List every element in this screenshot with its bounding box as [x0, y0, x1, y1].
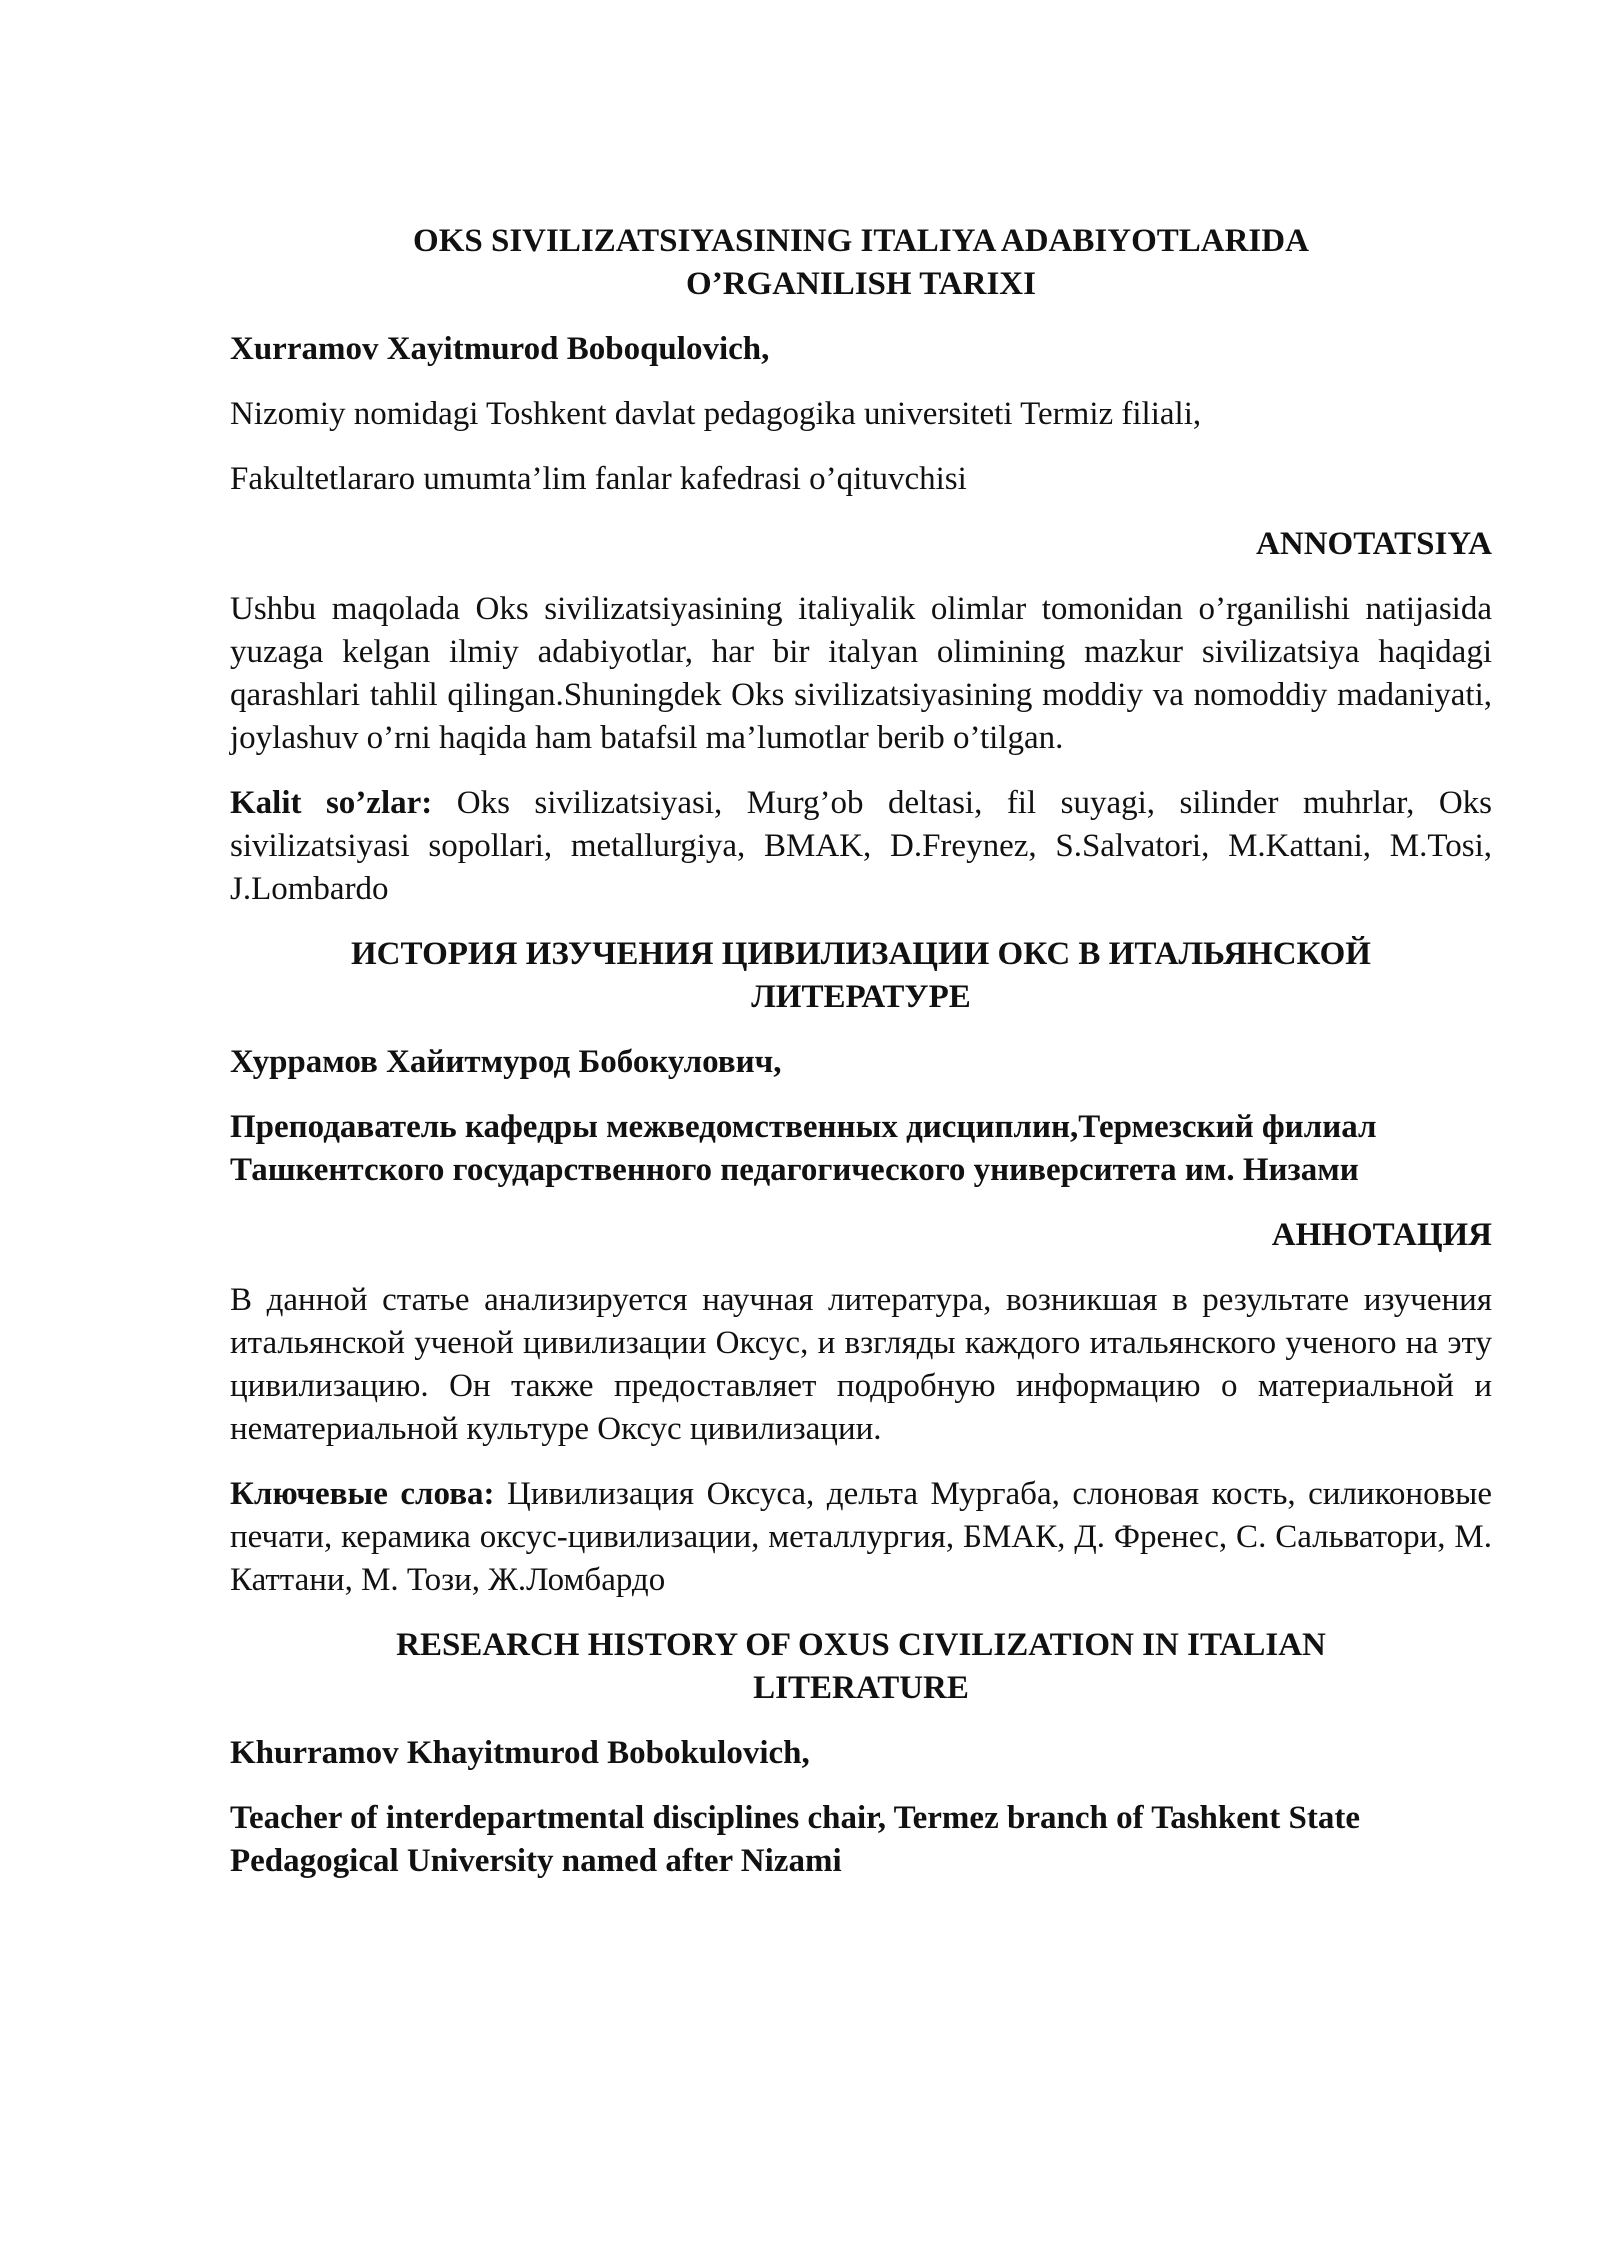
ru-keywords-text: Цивилизация Оксуса, дельта Мургаба, слоновая кость, силиконовые печати, керамика оксус-цивилизации, металлургия, БМАК, Д. Френес, С. Сальватори, М. Каттани, М. Този, Ж.Ломбардо	[230, 1476, 1492, 1598]
uz-keywords-label: Kalit so’zlar:	[230, 785, 433, 821]
uz-keywords	[230, 782, 1492, 911]
ru-title-line1: ИСТОРИЯ ИЗУЧЕНИЯ ЦИВИЛИЗАЦИИ ОКС В ИТАЛЬЯНСКОЙ	[351, 936, 1371, 972]
uz-keywords-text: Oks sivilizatsiyasi, Murg’ob deltasi, fil suyagi, silinder muhrlar, Oks sivilizatsiyasi sopollari, metallurgiya, BMAK, D.Freynez, S.Salvatori, M.Kattani, M.Tosi, J.Lombardo	[230, 785, 1492, 907]
uz-title	[230, 220, 1492, 306]
ru-keywords-label: Ключевые слова:	[230, 1476, 495, 1512]
uz-affiliation-line2: Fakultetlararo umumta’lim fanlar kafedrasi o’qituvchisi	[230, 461, 967, 497]
uz-annotation-text: Ushbu maqolada Oks sivilizatsiyasining italiyalik olimlar tomonidan o’rganilishi natijasida yuzaga kelgan ilmiy adabiyotlar, har bir italyan olimining mazkur sivilizatsiya haqidagi qarashlari tahlil qilingan.Shuningdek Oks sivilizatsiyasining moddiy va nomoddiy madaniyati, joylashuv o’rni haqida ham batafsil ma’lumotlar berib o’tilgan.	[230, 591, 1492, 756]
ru-title-line2: ЛИТЕРАТУРЕ	[751, 979, 971, 1015]
ru-author: Хуррамов Хайитмурод Бобокулович,	[230, 1044, 782, 1080]
uz-affiliation-line1: Nizomiy nomidagi Toshkent davlat pedagogika universiteti Termiz filiali,	[230, 396, 1202, 432]
en-title-line2: LITERATURE	[753, 1670, 969, 1706]
en-author: Khurramov Khayitmurod Bobokulovich,	[230, 1735, 810, 1771]
en-affiliation: Teacher of interdepartmental disciplines chair, Termez branch of Tashkent State Pedagogical University named after Nizami	[230, 1800, 1360, 1879]
en-title-line1: RESEARCH HISTORY OF OXUS CIVILIZATION IN ITALIAN	[396, 1627, 1326, 1663]
uz-title-line2: O’RGANILISH TARIXI	[686, 266, 1036, 302]
ru-affiliation: Преподаватель кафедры межведомственных дисциплин,Термезский филиал Ташкентского государственного педагогического университета им. Низами	[230, 1109, 1377, 1188]
uz-title-line1: OKS SIVILIZATSIYASINING ITALIYA ADABIYOTLARIDA	[413, 223, 1309, 259]
uz-annotation-heading: ANNOTATSIYA	[1256, 526, 1492, 562]
ru-keywords	[230, 1473, 1492, 1602]
en-title	[230, 1624, 1492, 1710]
document-page	[230, 220, 1492, 1883]
ru-annotation-heading: АННОТАЦИЯ	[1271, 1217, 1492, 1253]
uz-author: Xurramov Xayitmurod Boboqulovich,	[230, 331, 770, 367]
ru-annotation-text: В данной статье анализируется научная литература, возникшая в результате изучения итальянской ученой цивилизации Оксус, и взгляды каждого итальянского ученого на эту цивилизацию. Он также предоставляет подробную информацию о материальной и нематериальной культуре Оксус цивилизации.	[230, 1282, 1492, 1447]
ru-title	[230, 933, 1492, 1019]
